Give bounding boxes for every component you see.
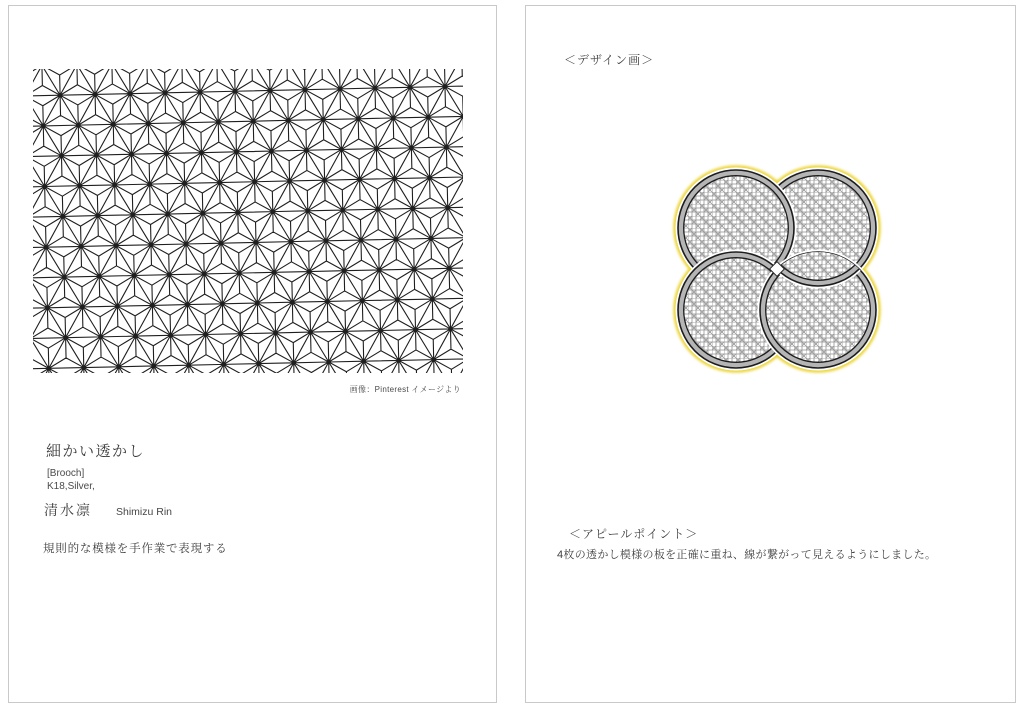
design-drawing [657, 149, 897, 389]
asanoha-pattern-image [33, 69, 463, 373]
right-page [525, 5, 1016, 703]
appeal-text: 4枚の透かし模様の板を正確に重ね、線が繋がって見えるようにしました。 [557, 549, 937, 561]
left-page [8, 5, 497, 703]
asanoha-pattern-svg [33, 69, 463, 373]
artwork-materials: K18,Silver, [47, 481, 95, 492]
artwork-meta [47, 467, 95, 493]
artist-name-romaji: Shimizu Rin [116, 506, 173, 518]
image-caption: 画像：Pinterest イメージより [349, 385, 461, 394]
artwork-category: [Brooch] [47, 468, 85, 479]
artist-name: 清水凛 [44, 502, 92, 518]
design-label: ＜デザイン画＞ [564, 53, 655, 67]
artwork-title: 細かい透かし [46, 443, 146, 460]
artwork-description: 規則的な模様を手作業で表現する [43, 543, 228, 555]
artist-row [44, 500, 172, 520]
appeal-label: ＜アピールポイント＞ [569, 527, 699, 541]
